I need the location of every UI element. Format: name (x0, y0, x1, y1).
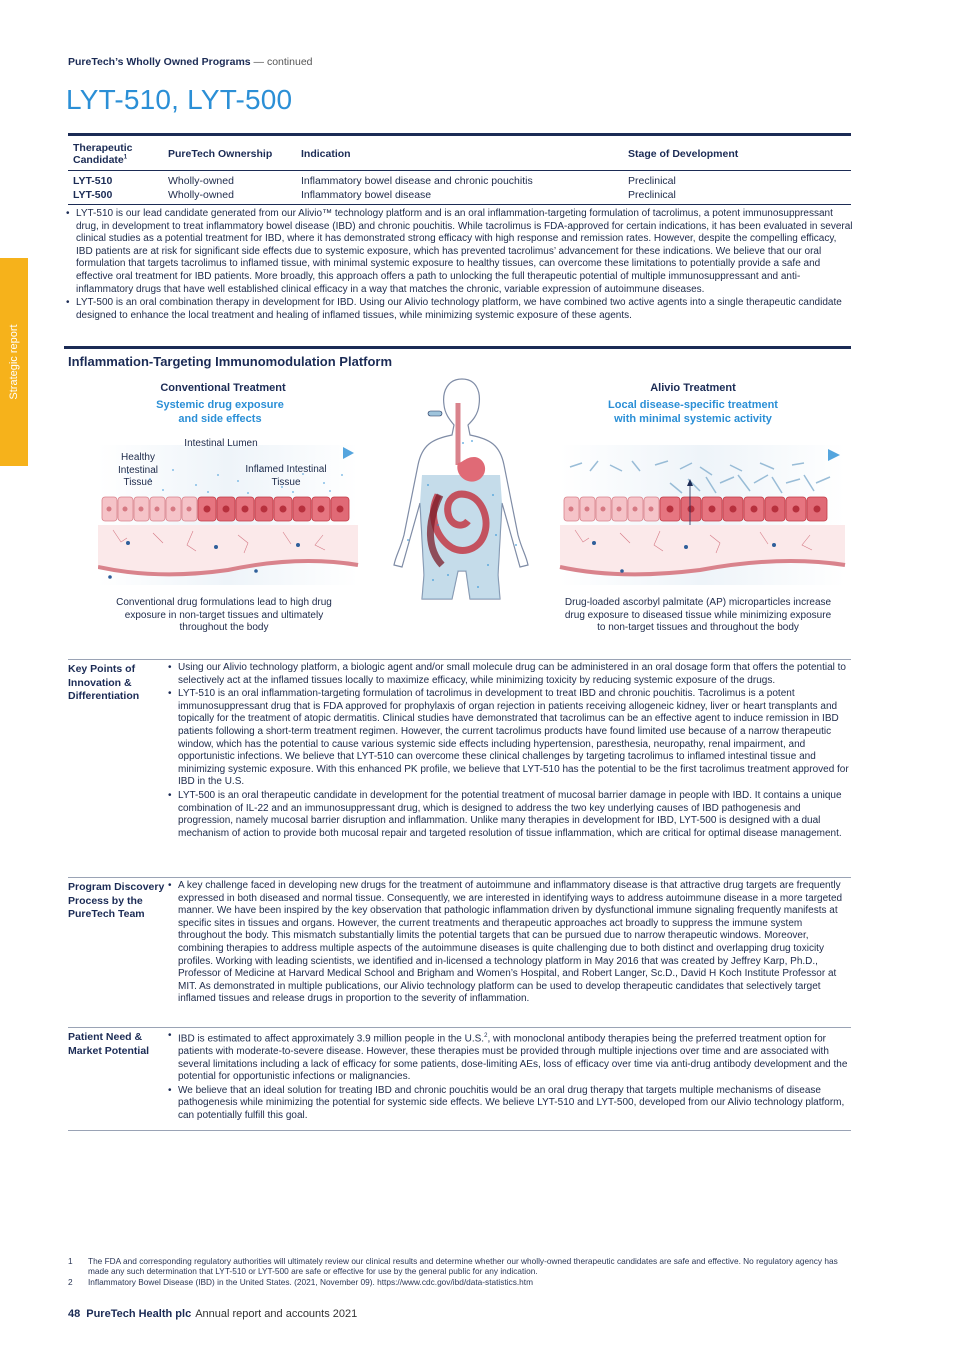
side-tab-label: Strategic report (8, 324, 20, 400)
table-header-cell: PureTech Ownership (163, 135, 296, 171)
healthy-tissue-label: Healthy Intestinal Tissue (117, 452, 159, 488)
conventional-caption: Conventional drug formulations lead to high drug exposure in non-target tissues and ultimately throughout the body (116, 597, 332, 633)
divider (64, 346, 851, 349)
list-item: • Using our Alivio technology platform, a biologic agent and/or small molecule drug can be administered in an oral dosage form that offers the potential to selectively act at the inflamed tissues locally to maximize efficacy, while minimizing toxicity by reducing systemic exposure of the drugs. (166, 662, 851, 687)
table-header-row (68, 135, 851, 171)
platform-figure (98, 375, 850, 660)
patient-need-section (68, 1027, 851, 1130)
section-body (166, 1030, 851, 1123)
list-item: • LYT-500 is an oral combination therapy in development for IBD. Using our Alivio technology platform, we have combined two active agents into a single therapeutic candidate designed to enhance the local treatment and healing of inflamed tissues, while minimizing systemic exposure of these agents. (64, 297, 854, 322)
kicker-continued: — continued (253, 56, 313, 68)
conventional-subtitle: Systemic drug exposure and side effects (156, 399, 284, 425)
table-header-cell: Indication (296, 135, 623, 171)
body-silhouette (394, 379, 528, 599)
company-name: PureTech Health plc (86, 1308, 192, 1320)
footnotes (68, 1256, 851, 1287)
table-row (68, 188, 851, 205)
conventional-title: Conventional Treatment (160, 382, 286, 394)
footnote: 2 Inflammatory Bowel Disease (IBD) in the United States. (2021, November 09). https://www.cdc.gov/ibd/data-statistics.htm (68, 1276, 533, 1287)
alivio-title: Alivio Treatment (650, 382, 736, 394)
section-label: Key Points of Innovation & Differentiation (68, 663, 140, 703)
alivio-subtitle: Local disease-specific treatment with minimal systemic activity (608, 399, 778, 425)
alivio-panel (560, 445, 845, 585)
page-kicker (68, 56, 313, 68)
table-header-cell: Stage of Development (623, 135, 851, 171)
inflamed-tissue-label: Inflamed Intestinal Tissue (245, 464, 327, 488)
list-item: • IBD is estimated to affect approximately 3.9 million people in the U.S.$^2$, with monoclonal antibody therapies being the preferred treatment option for patients with moderate-to-severe disease. However, these therapies must be provided through multiple injections over time and are associated with several limitations including a lack of efficacy for some patients, dose-limiting AEs, loss of efficacy over time via anti-drug antibody development and the potential for opportunistic infections or malignancies. (166, 1030, 851, 1084)
lumen-label: Intestinal Lumen (184, 438, 258, 449)
intro-bullets (64, 208, 854, 323)
platform-title: Inflammation-Targeting Immunomodulation Platform (68, 354, 393, 369)
section-body (166, 880, 851, 1007)
page-title: LYT-510, LYT-500 (66, 84, 293, 115)
table-cell: Preclinical (623, 188, 851, 205)
section-label: Patient Need & Market Potential (68, 1031, 150, 1057)
candidate-table (68, 133, 851, 205)
table-cell: LYT-510 (73, 175, 113, 187)
table-cell: LYT-500 (68, 188, 163, 205)
section-body (166, 662, 851, 841)
list-item: • LYT-510 is an oral inflammation-targeting formulation of tacrolimus in development to treat IBD and chronic pouchitis. Tacrolimus is a potent immunosuppressant drug that is FDA approved for prophylaxis of organ rejection in patients receiving allogeneic kidney, liver or heart transplants and topically for the treatment of atopic dermatitis. Clinical studies have demonstrated that tacrolimus can be an effective agent to induce remission in IBD patients following a short-term treatment regimen. However, the current tacrolimus products have found limited use because of a narrow therapeutic window, which has the potential to cause various systemic side effects including hypertension, paresthesia, neuropathy, renal impairment, and opportunistic infections. We believe that LYT-510 can overcome these clinical challenges by targeting tacrolimus to inflamed intestinal tissue and minimizing systemic exposure. With this enhanced PK profile, we believe that LYT-510 has the potential to be the first tacrolimus treatment approved for IBD in the U.S. (166, 688, 851, 789)
footnote: 1 The FDA and corresponding regulatory authorities will ultimately review our clinical results and determine whether our wholly-owned therapeutic candidates are safe and effective. No regulatory agency has made any such determination that LYT-510 or LYT-500 are safe or effective for use by the general public for any indication. (68, 1256, 838, 1277)
alivio-caption: Drug-loaded ascorbyl palmitate (AP) microparticles increase drug exposure to diseased tissue while minimizing exposure to non-target tissues and throughout the body (564, 597, 832, 633)
list-item: • LYT-510 is our lead candidate generated from our Alivio™ technology platform and is an oral inflammation-targeting formulation of tacrolimus, a potent immunosuppressant drug, in development to treat inflammatory bowel disease (IBD) and chronic pouchitis. While tacrolimus is FDA-approved for certain indications, it has been evaluated in several clinical studies as a potential treatment for IBD, where it has demonstrated strong efficacy with high response and remission rates. However, despite the compelling efficacy, IBD patients are at risk for significant side effects due to systemic exposure, which has prevented tacrolimus’ advancement for these indications. We believe that our oral formulation that targets tacrolimus to inflamed tissue, with minimal systemic exposure to healthy tissues, can overcome these limitations to potentially provide a safe and effective oral treatment for IBD patients. More broadly, this approach offers a path to unlocking the full therapeutic potential of multiple immunosuppressant and anti-inflammatory drugs that have well established clinical efficacy in a way that matches the chronic, variable expression of autoimmune diseases. (64, 208, 854, 296)
page-number: 48 (68, 1308, 81, 1320)
list-item: • LYT-500 is an oral therapeutic candidate in development for the potential treatment of mucosal barrier damage in people with IBD. It contains a unique combination of IL-22 and an immunosuppressant drug, which is designed to address the two key underlying causes of IBD pathogenesis and progression, namely mucosal barrier disruption and inflammation. Unlike many therapies in development for IBD, LYT-500 is designed with a dual mechanism of action to provide both mucosal repair and targeted resolution of tissue inflammation, which are critical for optimal disease management. (166, 790, 851, 840)
table-cell: Preclinical (628, 175, 676, 187)
table-header-cell: Therapeutic Candidate$^1$ (68, 135, 163, 171)
table-cell: Wholly-owned (168, 175, 234, 187)
list-item: • A key challenge faced in developing new drugs for the treatment of autoimmune and inflammatory disease is that attractive drug targets are frequently expressed in both diseased and normal tissue. Consequently, we are interested in identifying ways to address autoimmune disease in a more targeted manner. We have been inspired by the key observation that pathologic inflammation driven by dysfunctional immune signaling frequently manifests at specific sites in tissues and organs. However, the current treatments and therapeutic approaches act broadly to suppress the immune system throughout the body. This mismatch substantially limits the potential targets that can be pursued due to narrow therapeutic windows. Moreover, combining therapies to address multiple aspects of the autoimmune diseases is quite challenging due to both distinct and overlapping drug toxicity profiles. Working with leading scientists, we identified and in-licensed a technology platform in May 2016 that was created by Jeffrey Karp, Ph.D., Professor of Medicine at Harvard Medical School and Brigham and Women’s Hospital, and Robert Langer, Sc.D., David H Koch Institute Professor at MIT. As demonstrated in multiple publications, our Alivio technology platform can be used to develop therapeutic candidates that selectively target inflamed tissues and release drugs in proportion to the severity of inflammation. (166, 880, 851, 1006)
divider (68, 1130, 851, 1131)
section-side-tab (0, 258, 28, 466)
table-cell: Inflammatory bowel disease and chronic pouchitis (301, 175, 533, 187)
table-cell: Wholly-owned (163, 188, 296, 205)
list-item: • We believe that an ideal solution for treating IBD and chronic pouchitis would be an oral drug therapy that targets multiple mechanisms of disease pathogenesis while minimizing the potential for systemic side effects. We believe LYT-510 and LYT-500, developed from our Alivio technology platform, can potentially fulfill this goal. (166, 1085, 851, 1123)
table-cell: Inflammatory bowel disease (296, 188, 623, 205)
table-row (68, 171, 851, 189)
key-points-section (68, 659, 851, 876)
section-label: Program Discovery Process by the PureTech Team (68, 881, 165, 921)
kicker-bold: PureTech’s Wholly Owned Programs (68, 56, 251, 68)
discovery-section (68, 877, 851, 1027)
page-footer (68, 1308, 357, 1320)
document-name: Annual report and accounts 2021 (195, 1308, 358, 1320)
